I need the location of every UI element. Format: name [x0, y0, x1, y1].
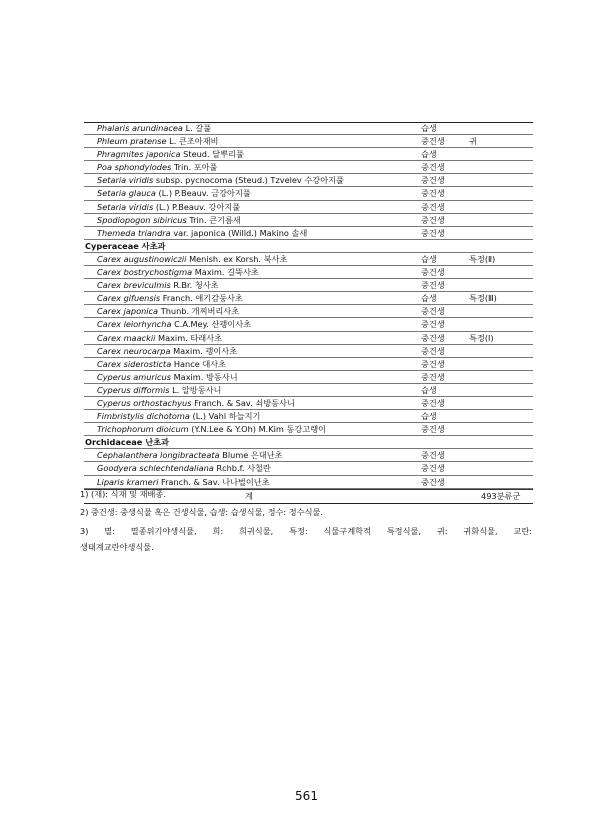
korean-name: 금강아지풀	[211, 188, 251, 199]
scientific-name: Setaria viridis	[97, 175, 154, 186]
author-citation: Franch.	[162, 293, 193, 304]
author-citation: Maxim.	[173, 371, 204, 382]
table-row	[84, 384, 533, 397]
total-label: 계	[245, 490, 253, 501]
scientific-name: Carex gifuensis	[97, 293, 161, 304]
species-name	[97, 187, 251, 199]
author-citation: subsp. pycnocoma (Steud.) Tzvelev	[155, 175, 302, 186]
family-name: Cyperaceae 사초과	[85, 240, 166, 251]
species-name	[97, 371, 238, 383]
korean-name: 길뚝사초	[227, 267, 259, 278]
table-row	[84, 266, 533, 279]
habitat-type: 중건생	[421, 136, 445, 147]
author-citation: R.Br.	[173, 280, 193, 291]
korean-name: 타래사초	[190, 332, 223, 343]
habitat-type: 중건생	[421, 424, 445, 435]
habitat-type: 중건생	[421, 476, 445, 487]
total-value: 493분류군	[481, 490, 521, 501]
species-name	[97, 423, 326, 435]
scientific-name: Carex maackii	[97, 332, 156, 343]
status-category: 귀	[469, 136, 477, 147]
scientific-name: Carex leiorhyncha	[97, 319, 172, 330]
family-name: Orchidaceae 난초과	[85, 437, 169, 448]
scientific-name: Carex augustinowiczii	[97, 253, 187, 264]
habitat-type: 중건생	[421, 162, 445, 173]
korean-name: 괭이사초	[205, 345, 238, 356]
table-row	[84, 449, 533, 462]
author-citation: Trin.	[173, 162, 192, 173]
author-citation: (L.) P.Beauv.	[155, 201, 206, 212]
scientific-name: Spodiopogon sibiricus	[97, 214, 187, 225]
scientific-name: Carex neurocarpa	[97, 345, 171, 356]
habitat-type: 중건생	[421, 280, 445, 291]
korean-name: 수강아지풀	[304, 175, 344, 186]
habitat-type: 중건생	[421, 188, 445, 199]
author-citation: Menish. ex Korsh.	[189, 253, 262, 264]
footnote-2: 2) 중건생: 중생식물 혹은 건생식물, 습생: 습생식물, 정수: 정수식물.	[80, 507, 324, 517]
page-number: 561	[295, 789, 318, 803]
korean-name: 산괭이사초	[211, 319, 252, 330]
species-name	[97, 279, 219, 291]
scientific-name: Cephalanthera longibracteata	[97, 450, 220, 461]
family-header-row	[84, 240, 533, 253]
table-row	[84, 135, 533, 148]
scientific-name: Carex siderosticta	[97, 358, 172, 369]
habitat-type: 중건생	[421, 175, 445, 186]
species-name	[97, 174, 344, 186]
korean-name: 동강고랭이	[286, 424, 327, 435]
author-citation: (Y.N.Lee & Y.Oh) M.Kim	[191, 424, 284, 435]
habitat-type: 습생	[421, 149, 437, 160]
korean-name: 청사초	[194, 280, 219, 291]
scientific-name: Liparis krameri	[97, 476, 159, 487]
scientific-name: Themeda triandra	[97, 227, 171, 238]
author-citation: C.A.Mey.	[174, 319, 209, 330]
table-row	[84, 201, 533, 214]
korean-name: 사철란	[247, 463, 271, 474]
table-row	[84, 161, 533, 174]
scientific-name: Fimbristylis dichotoma	[97, 411, 190, 422]
status-category: 특정(Ⅲ)	[469, 293, 497, 304]
scientific-name: Phalaris arundinacea	[97, 123, 183, 133]
species-name	[97, 266, 259, 278]
status-category: 특정(Ⅰ)	[469, 332, 494, 343]
scientific-name: Phleum pratense	[97, 136, 167, 147]
habitat-type: 중건생	[421, 319, 445, 330]
author-citation: Blume	[222, 450, 249, 461]
habitat-type: 습생	[421, 384, 437, 395]
habitat-type: 습생	[421, 411, 437, 422]
korean-name: 달뿌리풀	[212, 149, 244, 160]
footnote-3: 3) 멸: 멸종위기야생식물, 희: 희귀식물, 특정: 식물구계학적 특정식물, 귀: 귀화식물, 교란:	[80, 526, 532, 536]
korean-name: 솔새	[291, 227, 308, 238]
korean-name: 쇠방동사니	[255, 397, 295, 408]
author-citation: (L.) Vahl	[192, 411, 227, 422]
habitat-type: 중건생	[421, 397, 445, 408]
korean-name: 포아풀	[193, 162, 218, 173]
table-row	[84, 423, 533, 436]
author-citation: (L.) P.Beauv.	[158, 188, 209, 199]
table-row	[84, 410, 533, 423]
author-citation: Franch. & Sav.	[194, 397, 253, 408]
korean-name: 개찌버리사초	[191, 306, 240, 317]
species-table	[84, 122, 533, 504]
species-name	[97, 410, 260, 422]
scientific-name: Carex japonica	[97, 306, 159, 317]
habitat-type: 중건생	[421, 463, 445, 474]
habitat-type: 습생	[421, 123, 437, 133]
species-name	[97, 214, 241, 226]
species-name	[97, 135, 218, 147]
footnote-3-continued: 생태계교란야생식물.	[80, 542, 154, 552]
scientific-name: Carex bostrychostigma	[97, 267, 193, 278]
author-citation: L.	[172, 384, 180, 395]
korean-name: 은대난초	[250, 450, 283, 461]
habitat-type: 중건생	[421, 332, 445, 343]
habitat-type: 중건생	[421, 371, 445, 382]
table-row	[84, 358, 533, 371]
scientific-name: Cyperus difformis	[97, 384, 170, 395]
species-name	[97, 122, 211, 134]
table-row	[84, 148, 533, 161]
author-citation: Steud.	[183, 149, 210, 160]
table-row	[84, 332, 533, 345]
species-name	[97, 227, 307, 239]
author-citation: Franch. & Sav.	[160, 476, 220, 487]
species-name	[97, 397, 295, 409]
author-citation: Maxim.	[173, 345, 203, 356]
scientific-name: Setaria viridis	[97, 201, 154, 212]
scientific-name: Phragmites japonica	[97, 149, 181, 160]
species-name	[97, 292, 243, 304]
table-row	[84, 122, 533, 135]
table-row	[84, 476, 533, 489]
species-name	[97, 148, 244, 160]
table-row	[84, 253, 533, 266]
table-row	[84, 371, 533, 384]
author-citation: Rchb.f.	[216, 463, 245, 474]
author-citation: L.	[185, 123, 193, 133]
scientific-name: Cyperus orthostachyus	[97, 397, 192, 408]
korean-name: 갈풀	[195, 123, 212, 133]
author-citation: Maxim.	[194, 267, 225, 278]
footnote-1: 1) (재): 식재 및 재배종.	[80, 489, 166, 499]
status-category: 특정(Ⅱ)	[469, 253, 496, 264]
scientific-name: Cyperus amuricus	[97, 371, 171, 382]
table-row	[84, 227, 533, 240]
author-citation: Thunb.	[160, 306, 190, 317]
habitat-type: 중건생	[421, 358, 445, 369]
table-row	[84, 292, 533, 305]
table-row	[84, 214, 533, 227]
species-name	[97, 384, 221, 396]
table-row	[84, 279, 533, 292]
table-row	[84, 345, 533, 358]
author-citation: Maxim.	[158, 332, 188, 343]
table-row	[84, 187, 533, 200]
species-name	[97, 305, 239, 317]
species-name	[97, 476, 270, 488]
species-name	[97, 462, 271, 474]
korean-name: 나나벌이난초	[222, 476, 270, 487]
scientific-name: Trichophorum dioicum	[97, 424, 189, 435]
korean-name: 하늘지기	[228, 411, 261, 422]
table-row	[84, 318, 533, 331]
table-row	[84, 305, 533, 318]
table-row	[84, 462, 533, 475]
korean-name: 강아지풀	[208, 201, 241, 212]
table-row	[84, 174, 533, 187]
habitat-type: 중건생	[421, 306, 445, 317]
habitat-type: 중건생	[421, 450, 445, 461]
korean-name: 큰기름새	[209, 214, 241, 225]
korean-name: 알방동사니	[181, 384, 222, 395]
korean-name: 방동사니	[206, 371, 238, 382]
korean-name: 큰조아재비	[178, 136, 219, 147]
species-name	[97, 161, 217, 173]
species-name	[97, 201, 240, 213]
scientific-name: Setaria glauca	[97, 188, 156, 199]
habitat-type: 중건생	[421, 201, 445, 212]
habitat-type: 습생	[421, 293, 437, 304]
species-name	[97, 449, 283, 461]
habitat-type: 중건생	[421, 345, 445, 356]
species-name	[97, 358, 226, 370]
table-row	[84, 397, 533, 410]
scientific-name: Carex breviculmis	[97, 280, 171, 291]
korean-name: 애기감둥사초	[195, 293, 243, 304]
scientific-name: Goodyera schlechtendaliana	[97, 463, 214, 474]
author-citation: Trin.	[189, 214, 207, 225]
author-citation: L.	[169, 136, 177, 147]
species-name	[97, 318, 251, 330]
family-header-row	[84, 436, 533, 449]
habitat-type: 중건생	[421, 267, 445, 278]
habitat-type: 중건생	[421, 214, 445, 225]
scientific-name: Poa sphondylodes	[97, 162, 172, 173]
species-name	[97, 345, 237, 357]
korean-name: 북사초	[263, 253, 288, 264]
species-name	[97, 332, 222, 344]
habitat-type: 습생	[421, 253, 437, 264]
korean-name: 대사초	[202, 358, 227, 369]
habitat-type: 중건생	[421, 227, 445, 238]
author-citation: var. japonica (Willd.) Makino	[173, 227, 289, 238]
author-citation: Hance	[173, 358, 200, 369]
species-name	[97, 253, 287, 265]
